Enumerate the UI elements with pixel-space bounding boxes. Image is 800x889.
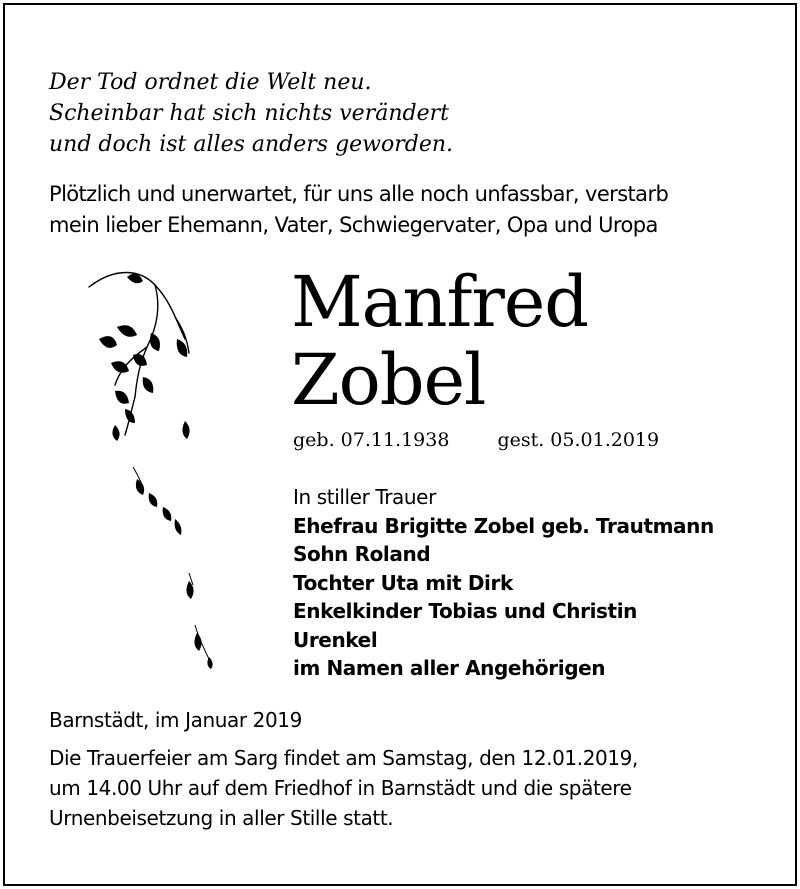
intro-line: Plötzlich und unerwartet, für uns alle noch unfassbar, verstarb	[49, 182, 669, 206]
place-date: Barnstädt, im Januar 2019	[49, 708, 302, 732]
motto-verse	[49, 67, 453, 160]
mourner-entry: Enkelkinder Tobias und Christin	[293, 599, 637, 623]
mourner-entry: Urenkel	[293, 627, 378, 652]
funeral-line: Urnenbeisetzung in aller Stille statt.	[49, 806, 394, 830]
obituary-frame	[3, 3, 797, 886]
death-date: gest. 05.01.2019	[497, 429, 660, 451]
motto-line: und doch ist alles anders geworden.	[49, 132, 454, 157]
mourner-entry: im Namen aller Angehörigen	[293, 656, 606, 680]
mourner-entry: Sohn Roland	[293, 542, 431, 566]
deceased-name	[291, 263, 588, 419]
mourner-entry: Tochter Uta mit Dirk	[293, 570, 513, 595]
motto-line: Scheinbar hat sich nichts verändert	[49, 101, 449, 126]
first-name: Manfred	[291, 261, 589, 343]
funeral-line: um 14.00 Uhr auf dem Friedhof in Barnstädt und die spätere	[49, 776, 632, 800]
birth-date: geb. 07.11.1938	[293, 429, 450, 451]
mourners-intro: In stiller Trauer	[293, 485, 436, 509]
intro-text	[49, 179, 668, 241]
intro-line: mein lieber Ehemann, Vater, Schwiegervater, Opa und Uropa	[49, 213, 658, 237]
last-name: Zobel	[291, 339, 486, 421]
funeral-line: Die Trauerfeier am Sarg findet am Samstag, den 12.01.2019,	[49, 746, 638, 770]
mourners-list	[293, 483, 714, 683]
mourner-entry: Ehefrau Brigitte Zobel geb. Trautmann	[293, 513, 714, 538]
motto-line: Der Tod ordnet die Welt neu.	[49, 70, 372, 95]
life-dates	[293, 426, 659, 454]
birch-branch-icon	[85, 267, 235, 687]
funeral-notice	[49, 743, 638, 833]
